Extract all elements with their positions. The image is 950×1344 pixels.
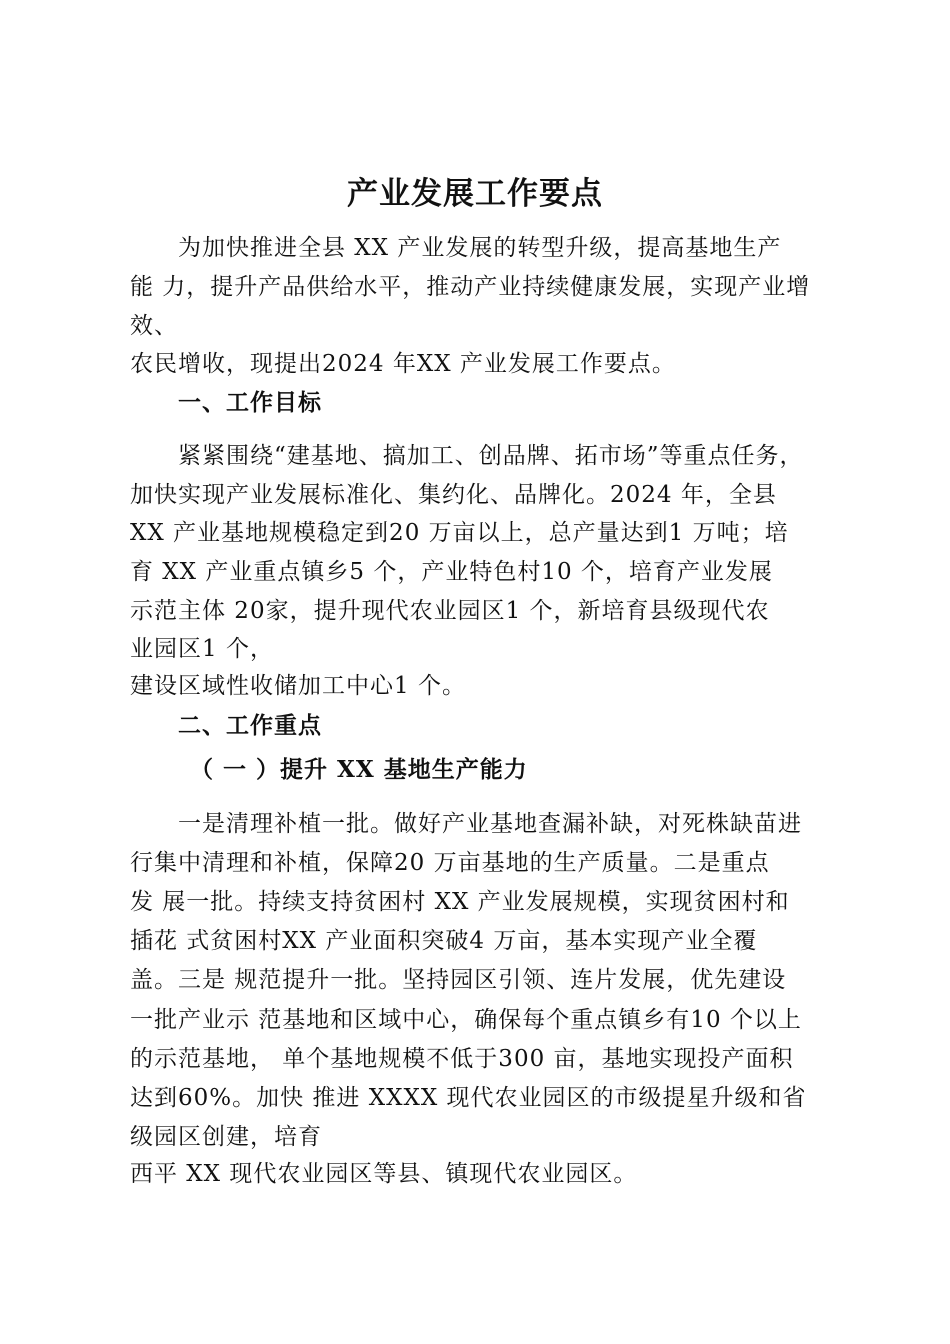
goals-line-6: 业园区1 个， xyxy=(130,636,274,662)
priorities-line-2: 行集中清理和补植，保障20 万亩基地的生产质量。二是重点 xyxy=(130,850,770,876)
priorities-line-7: 的示范基地， 单个基地规模不低于300 亩，基地实现投产面积 xyxy=(130,1046,794,1072)
priorities-line-8: 达到60%。加快 推进 XXXX 现代农业园区的市级提星升级和省 xyxy=(130,1085,807,1111)
intro-line-2: 能 力，提升产品供给水平，推动产业持续健康发展，实现产业增 xyxy=(130,274,811,300)
priorities-line-1: 一是清理补植一批。做好产业基地查漏补缺，对死株缺苗进 xyxy=(178,811,802,837)
goals-line-1: 紧紧围绕“建基地、搞加工、创品牌、拓市场”等重点任务， xyxy=(178,443,804,469)
goals-line-3: XX 产业基地规模稳定到20 万亩以上，总产量达到1 万吨；培 xyxy=(130,520,789,546)
goals-line-5: 示范主体 20家，提升现代农业园区1 个，新培育县级现代农 xyxy=(130,598,770,624)
priorities-line-5: 盖。三是 规范提升一批。坚持园区引领、连片发展，优先建设 xyxy=(130,967,787,993)
intro-line-3: 效、 xyxy=(130,313,178,339)
section-heading-priorities: 二、工作重点 xyxy=(178,713,322,739)
subsection-heading-1: （ 一 ）提升 XX 基地生产能力 xyxy=(190,756,528,783)
priorities-line-4: 插花 式贫困村XX 产业面积突破4 万亩，基本实现产业全覆 xyxy=(130,928,758,954)
goals-line-2: 加快实现产业发展标准化、集约化、品牌化。2024 年，全县 xyxy=(130,482,777,508)
priorities-line-6: 一批产业示 范基地和区域中心，确保每个重点镇乡有10 个以上 xyxy=(130,1007,802,1033)
goals-line-7: 建设区域性收储加工中心1 个。 xyxy=(130,673,466,699)
intro-line-4: 农民增收，现提出2024 年XX 产业发展工作要点。 xyxy=(130,351,676,377)
section-heading-goals: 一、工作目标 xyxy=(178,390,322,416)
intro-line-1: 为加快推进全县 XX 产业发展的转型升级，提高基地生产 xyxy=(178,235,782,261)
priorities-line-9: 级园区创建，培育 xyxy=(130,1124,322,1150)
priorities-line-3: 发 展一批。持续支持贫困村 XX 产业发展规模，实现贫困村和 xyxy=(130,889,790,915)
document-title: 产业发展工作要点 xyxy=(347,176,603,212)
goals-line-4: 育 XX 产业重点镇乡5 个，产业特色村10 个，培育产业发展 xyxy=(130,559,773,585)
priorities-line-10: 西平 XX 现代农业园区等县、镇现代农业园区。 xyxy=(130,1161,638,1187)
